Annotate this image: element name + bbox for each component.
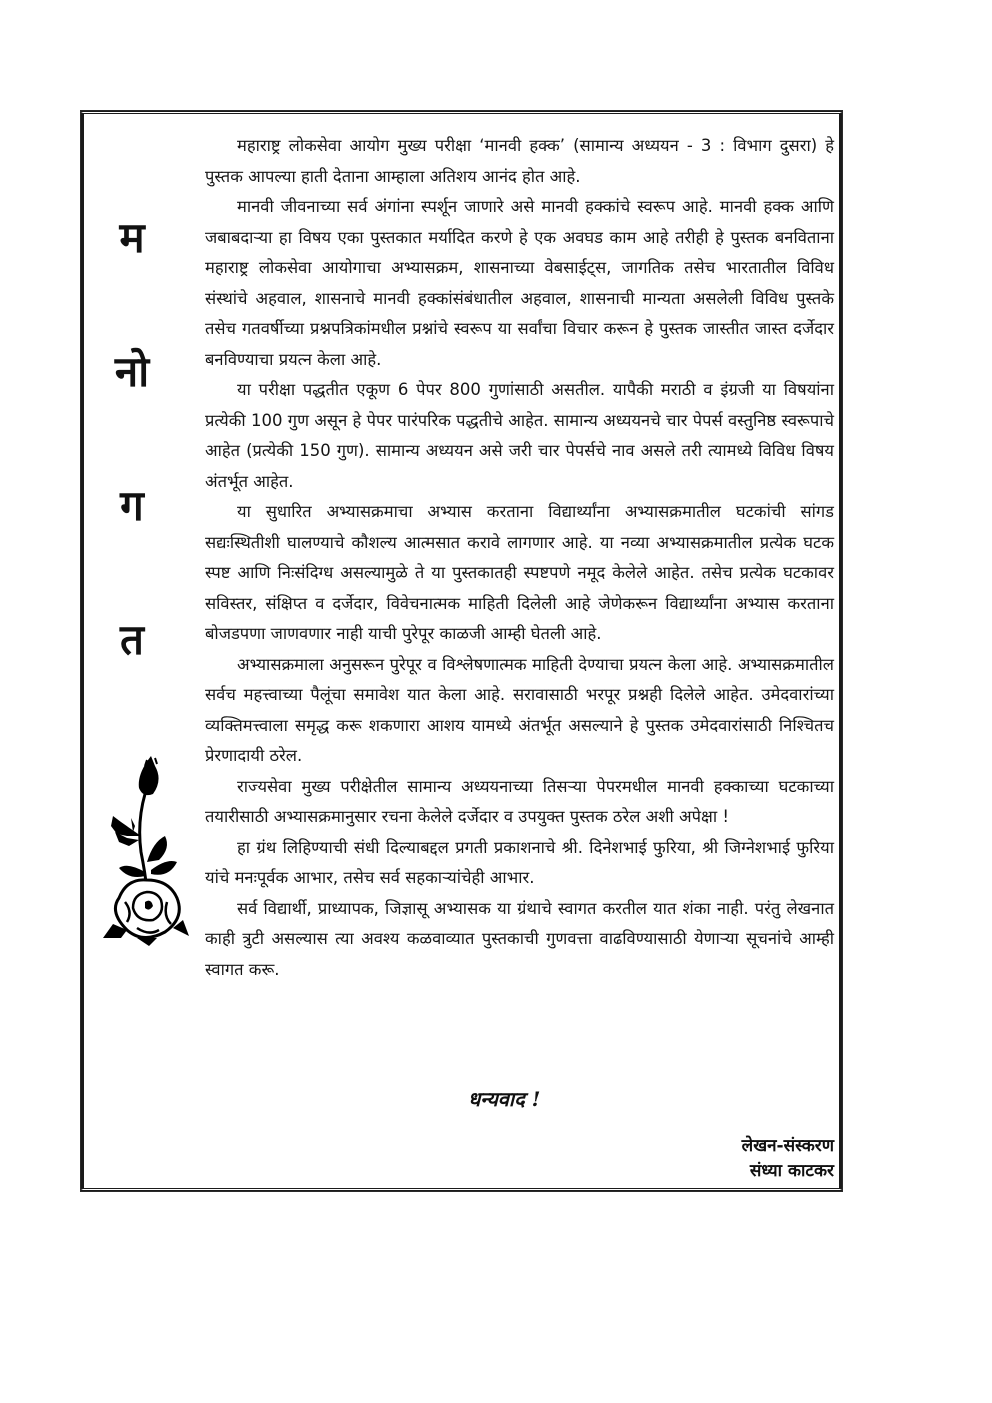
title-letter: त — [120, 615, 144, 664]
paragraph: सर्व विद्यार्थी, प्राध्यापक, जिज्ञासू अभ्यासक या ग्रंथाचे स्वागत करतील यात शंका नाही. परंतु लेखनात काही त्रुटी असल्यास त्या अवश्य कळवाव्यात पुस्तकाची गुणवत्ता वाढविण्यासाठी येणाऱ्या सूचनांचे आम्ही स्वागत करू. — [205, 898, 834, 979]
paragraph: हा ग्रंथ लिहिण्याची संधी दिल्याबद्दल प्रगती प्रकाशनाचे श्री. दिनेशभाई फुरिया, श्री जिग्नेशभाई फुरिया यांचे मनःपूर्वक आभार, तसेच सर्व सहकाऱ्यांचेही आभार. — [205, 837, 834, 887]
rose-flower-icon — [97, 752, 197, 947]
paragraph: या सुधारित अभ्यासक्रमाचा अभ्यास करताना विद्यार्थ्यांना अभ्यासक्रमातील घटकांची सांगड सद्यःस्थितीशी घालण्याचे कौशल्य आत्मसात करावे लागणार आहे. या नव्या अभ्यासक्रमातील प्रत्येक घटक स्पष्ट आणि निःसंदिग्ध असल्यामुळे ते या पुस्तकातही स्पष्टपणे नमूद केलेले आहेत. तसेच प्रत्येक घटकावर सविस्तर, संक्षिप्त व दर्जेदार, विवेचनात्मक माहिती दिलेली आहे जेणेकरून विद्यार्थ्यांना अभ्यास करताना बोजडपणा जाणवणार नाही याची पुरेपूर काळजी आम्ही घेतली आहे. — [205, 502, 834, 643]
paragraph: राज्यसेवा मुख्य परीक्षेतील सामान्य अध्ययनाच्या तिसऱ्या पेपरमधील मानवी हक्काच्या घटकाच्या तयारीसाठी अभ्यासक्रमानुसार रचना केलेले दर्जेदार व उपयुक्त पुस्तक ठरेल अशी अपेक्षा ! — [205, 776, 834, 826]
thank-you-text: धन्यवाद ! — [468, 1087, 541, 1111]
paragraph: मानवी जीवनाच्या सर्व अंगांना स्पर्शून जाणारे असे मानवी हक्कांचे स्वरूप आहे. मानवी हक्क आणि जबाबदाऱ्या हा विषय एका पुस्तकात मर्यादित करणे हे एक अवघड काम आहे तरीही हे पुस्तक बनविताना महाराष्ट्र लोकसेवा आयोगाचा अभ्यासक्रम, शासनाच्या वेबसाईट्स, जागतिक तसेच भारतातील विविध संस्थांचे अहवाल, शासनाचे मानवी हक्कांसंबंधातील अहवाल, शासनाची मान्यता असलेली विविध पुस्तके तसेच गतवर्षीच्या प्रश्नपत्रिकांमधील प्रश्नांचे स्वरूप या सर्वांचा विचार करून हे पुस्तक जास्तीत जास्त दर्जेदार बनविण्याचा प्रयत्न केला आहे. — [205, 197, 834, 369]
preface-body — [205, 131, 834, 985]
signature-role: लेखन-संस्करण — [741, 1136, 834, 1156]
paragraph: अभ्यासक्रमाला अनुसरून पुरेपूर व विश्लेषणात्मक माहिती देण्याचा प्रयत्न केला आहे. अभ्यासक्रमातील सर्वच महत्त्वाच्या पैलूंचा समावेश यात केला आहे. सरावासाठी भरपूर प्रश्नही दिलेले आहेत. उमेदवारांच्या व्यक्तिमत्त्वाला समृद्ध करू शकणारा आशय यामध्ये अंतर्भूत असल्याने हे पुस्तक उमेदवारांसाठी निश्चितच प्रेरणादायी ठरेल. — [205, 654, 834, 765]
vertical-title-manogat — [104, 215, 160, 663]
title-letter: ग — [120, 481, 144, 530]
title-letter: नो — [114, 347, 150, 396]
paragraph: या परीक्षा पद्धतीत एकूण 6 पेपर 800 गुणांसाठी असतील. यापैकी मराठी व इंग्रजी या विषयांना प्रत्येकी 100 गुण असून हे पेपर पारंपरिक पद्धतीचे आहेत. सामान्य अध्ययनचे चार पेपर्स वस्तुनिष्ठ स्वरूपाचे आहेत (प्रत्येकी 150 गुण). सामान्य अध्ययन असे जरी चार पेपर्सचे नाव असले तरी त्यामध्ये विविध विषय अंतर्भूत आहेत. — [205, 380, 834, 491]
paragraph: महाराष्ट्र लोकसेवा आयोग मुख्य परीक्षा ‘मानवी हक्क’ (सामान्य अध्ययन - 3 : विभाग दुसरा) हे पुस्तक आपल्या हाती देताना आम्हाला अतिशय आनंद होत आहे. — [205, 136, 834, 186]
signature-name: संध्या काटकर — [749, 1161, 834, 1181]
author-signature — [742, 1134, 834, 1184]
title-letter: म — [119, 213, 145, 262]
